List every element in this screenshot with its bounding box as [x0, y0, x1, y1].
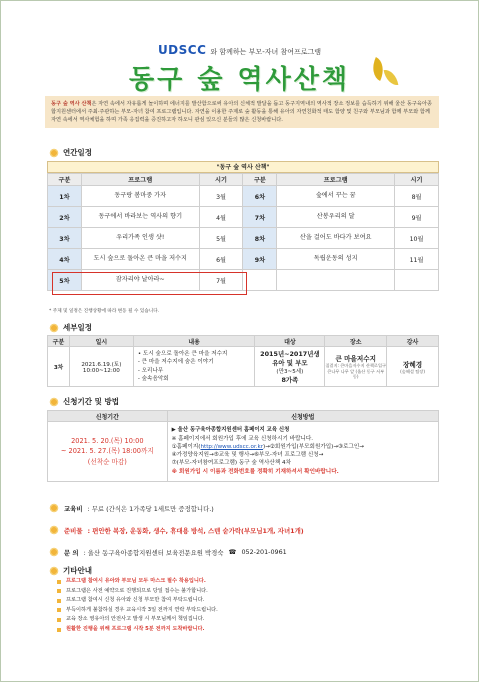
list-item: 교육 장소 영유아의 안전사고 발생 시 부모님께서 책임집니다.: [57, 615, 437, 625]
session-place: [325, 347, 387, 387]
sun-bullet-icon: [49, 148, 59, 158]
fee-text: : 무료 (간식은 1가족당 1세트만 증정합니다.): [87, 504, 214, 513]
application-method: [167, 422, 438, 482]
col-header: 시기: [395, 174, 439, 186]
section-heading: 신청기간 및 방법: [63, 397, 119, 406]
col-header: 강사: [387, 336, 439, 347]
table-row: [48, 228, 439, 249]
sun-bullet-icon: [49, 525, 59, 535]
col-header: 장소: [325, 336, 387, 347]
content-line: - 큰 마을 저수지에 숨은 이야기: [137, 359, 214, 366]
col-header: 대상: [255, 336, 325, 347]
header-subtitle: [1, 43, 478, 57]
session-number: 7차: [243, 207, 277, 228]
etc-list: [57, 577, 437, 635]
sun-bullet-icon: [49, 566, 59, 576]
schedule-header-row: [48, 174, 439, 186]
application-table: [47, 410, 439, 482]
place-meeting-point: 집결지: 큰마을저수지 산책로입구 큰나무 나무 앞 (울산 동구 서부동): [325, 363, 387, 380]
teacher-name: 장혜경: [403, 360, 423, 369]
sun-bullet-icon: [49, 547, 59, 557]
program-month: 11월: [395, 249, 439, 270]
session-number: 3차: [48, 228, 82, 249]
empty-cell: [395, 270, 439, 291]
empty-cell: [243, 270, 277, 291]
method-line: ⑦(부모-자녀참여프로그램) 동구 숲 역사산책 4차: [171, 460, 291, 467]
program-name: 숲에서 꾸는 꿈: [277, 186, 395, 207]
content-line: - 숲속음악회: [137, 375, 169, 382]
col-header: 일시: [69, 336, 133, 347]
session-number: 3차: [48, 347, 70, 387]
col-header: 프로그램: [81, 174, 199, 186]
schedule-table-title: "동구 숲 역사 산책": [47, 161, 439, 173]
target-count: 8가족: [281, 376, 299, 384]
method-warning: ※ 회원가입 시 이름과 전화번호를 정확히 기재하셔서 확인바랍니다.: [171, 468, 339, 475]
empty-cell: [277, 270, 395, 291]
col-header: 신청기간: [48, 411, 168, 422]
program-month: 4월: [199, 207, 243, 228]
session-number: 4차: [48, 249, 82, 270]
table-row: [48, 249, 439, 270]
program-month: 7월: [199, 270, 243, 291]
schedule-note: * 주제 및 일정은 진행상황에 따라 변동 될 수 있습니다.: [49, 309, 160, 314]
col-header: 구분: [48, 174, 82, 186]
content-line: - 오리나무: [137, 367, 164, 374]
org-logo-text: UDSCC: [157, 43, 207, 57]
program-month: 8월: [395, 186, 439, 207]
session-teacher: [387, 347, 439, 387]
table-row: [48, 347, 439, 387]
col-header: 구분: [243, 174, 277, 186]
session-target: [255, 347, 325, 387]
phone-icon: ☎: [228, 548, 237, 556]
session-number: 8차: [243, 228, 277, 249]
method-title: ▶ 울산 동구육아종합지원센터 홈페이지 교육 신청: [171, 427, 290, 434]
table-row: [48, 270, 439, 291]
page-title: 동구 숲 역사산책: [129, 65, 350, 95]
program-name: 도시 숲으로 돌아온 큰 마을 저수지: [81, 249, 199, 270]
session-number: 6차: [243, 186, 277, 207]
period-start: 2021. 5. 20.(목) 10:00: [71, 436, 144, 445]
col-header: 신청방법: [167, 411, 438, 422]
session-number: 9차: [243, 249, 277, 270]
list-item: 프로그램 참여시 신청 유아와 신청 부모만 참여 부탁드립니다.: [57, 596, 437, 606]
detail-header-row: [48, 336, 439, 347]
col-header: 시기: [199, 174, 243, 186]
session-content: [133, 347, 255, 387]
schedule-table-wrap: [47, 161, 439, 291]
list-item: 원활한 진행을 위해 프로그램 시작 5분 전까지 도착바랍니다.: [57, 625, 437, 635]
method-line: [172, 443, 434, 451]
application-period: [48, 422, 168, 482]
content-line: • 도시 숲으로 돌아온 큰 마을 저수지: [137, 351, 228, 358]
program-month: 3월: [199, 186, 243, 207]
method-line: ※ 홈페이지에서 회원가입 후에 교육 신청하시기 바랍니다.: [171, 436, 314, 443]
prep-info: [49, 525, 304, 535]
program-month: 9월: [395, 207, 439, 228]
session-number: 5차: [48, 270, 82, 291]
application-header-row: [48, 411, 439, 422]
col-header: 프로그램: [277, 174, 395, 186]
col-header: 내용: [133, 336, 255, 347]
program-name: 산을 걸어도 바다가 보여요: [277, 228, 395, 249]
target-group: 유아 및 부모: [272, 359, 308, 367]
target-birth-years: 2015년~2017년생: [260, 350, 320, 358]
method-line: ④가정양육지원→⑤교육 및 행사→⑥부모-자녀 프로그램 신청→: [171, 452, 324, 459]
section-etc: [49, 565, 92, 576]
section-heading: 기타안내: [63, 566, 92, 575]
program-month: 10월: [395, 228, 439, 249]
detail-table: [47, 335, 439, 387]
schedule-table: [47, 173, 439, 291]
program-name: 우리가족 인생 샷!: [81, 228, 199, 249]
method-text: )→②회원가입(부모회원가입)→③로그인→: [263, 444, 364, 451]
target-age: (만3~5세): [276, 369, 304, 375]
list-item: 프로그램은 사전 예약으로 진행되므로 당일 접수는 불가합니다.: [57, 587, 437, 597]
section-detail-schedule: [49, 322, 92, 333]
contact-label: 문 의: [64, 548, 79, 557]
session-datetime: [69, 347, 133, 387]
session-time: 10:00~12:00: [82, 367, 120, 374]
section-heading: 연간일정: [63, 148, 92, 157]
list-item: 부득이하게 불참하실 경우 교육시작 3일 전까지 연락 부탁드립니다.: [57, 606, 437, 616]
program-name: 잠자리야 날아라~: [81, 270, 199, 291]
program-name: 동구에서 바라보는 역사의 향기: [81, 207, 199, 228]
session-number: 2차: [48, 207, 82, 228]
intro-text: 은 자연 속에서 자유롭게 놀이하며 에너지를 발산함으로써 유아의 신체적 발달을 돕고 동구지역내의 역사적 장소 정보를 습득하기 위해 울산 동구육아종합지원센터에서 주최·주관하는 부모-자녀 참여 프로그램입니다. 자연을 이용한 주제로 숲 활동을 통해 유아의 자연친화적 태도 함양 및 친구와 부모님과 함께 부모와 함께 자연 속에서 역사체험을 하며 가족 응집력을 증진하고자 하오니 관심 있으신 분들의 많은 신청바랍니다.: [51, 101, 432, 124]
session-date: 2021.6.19.(토): [81, 361, 122, 368]
list-item: 프로그램 참여시 유아와 부모님 모두 마스크 필수 착용입니다.: [57, 577, 437, 587]
method-text: ①홈페이지(: [171, 444, 201, 451]
sun-bullet-icon: [49, 503, 59, 513]
contact-phone: 052-201-0961: [241, 548, 287, 556]
table-row: [48, 186, 439, 207]
section-heading: 세부일정: [63, 323, 92, 332]
section-annual-schedule: [49, 147, 92, 158]
period-end: ~ 2021. 5. 27.(목) 18:00까지: [60, 447, 154, 456]
contact-info: [49, 547, 287, 557]
place-name: 큰 마을저수지: [335, 355, 376, 364]
program-name: 독립운동의 성지: [277, 249, 395, 270]
prep-label: 준비물: [64, 526, 83, 535]
program-name: 동구랑 봄마중 가자: [81, 186, 199, 207]
program-month: 5월: [199, 228, 243, 249]
homepage-link[interactable]: http://www.udscc.or.kr: [200, 444, 264, 451]
sun-bullet-icon: [49, 323, 59, 333]
intro-paragraph: [45, 96, 439, 128]
table-row: [48, 207, 439, 228]
sun-bullet-icon: [49, 397, 59, 407]
section-application: [49, 396, 119, 407]
prep-text: : 편안한 복장, 운동화, 생수, 휴대용 방석, 스텐 숟가락(부모님1개, 자녀1개): [87, 526, 304, 535]
table-row: [48, 422, 439, 482]
session-number: 1차: [48, 186, 82, 207]
period-note: (선착순 마감): [87, 457, 127, 466]
contact-text: : 울산 동구육아종합지원센터 보육전문요원 박경숙: [83, 548, 224, 557]
program-name: 산봉우리의 달: [277, 207, 395, 228]
program-month: 6월: [199, 249, 243, 270]
header-subtitle-text: 와 함께하는 부모-자녀 참여프로그램: [210, 48, 322, 56]
teacher-role: (숲해설 팀장): [400, 368, 425, 374]
fee-label: 교육비: [64, 504, 83, 513]
intro-lead: 동구 숲 역사 산책: [51, 101, 92, 107]
fee-info: [49, 503, 214, 513]
col-header: 구분: [48, 336, 70, 347]
